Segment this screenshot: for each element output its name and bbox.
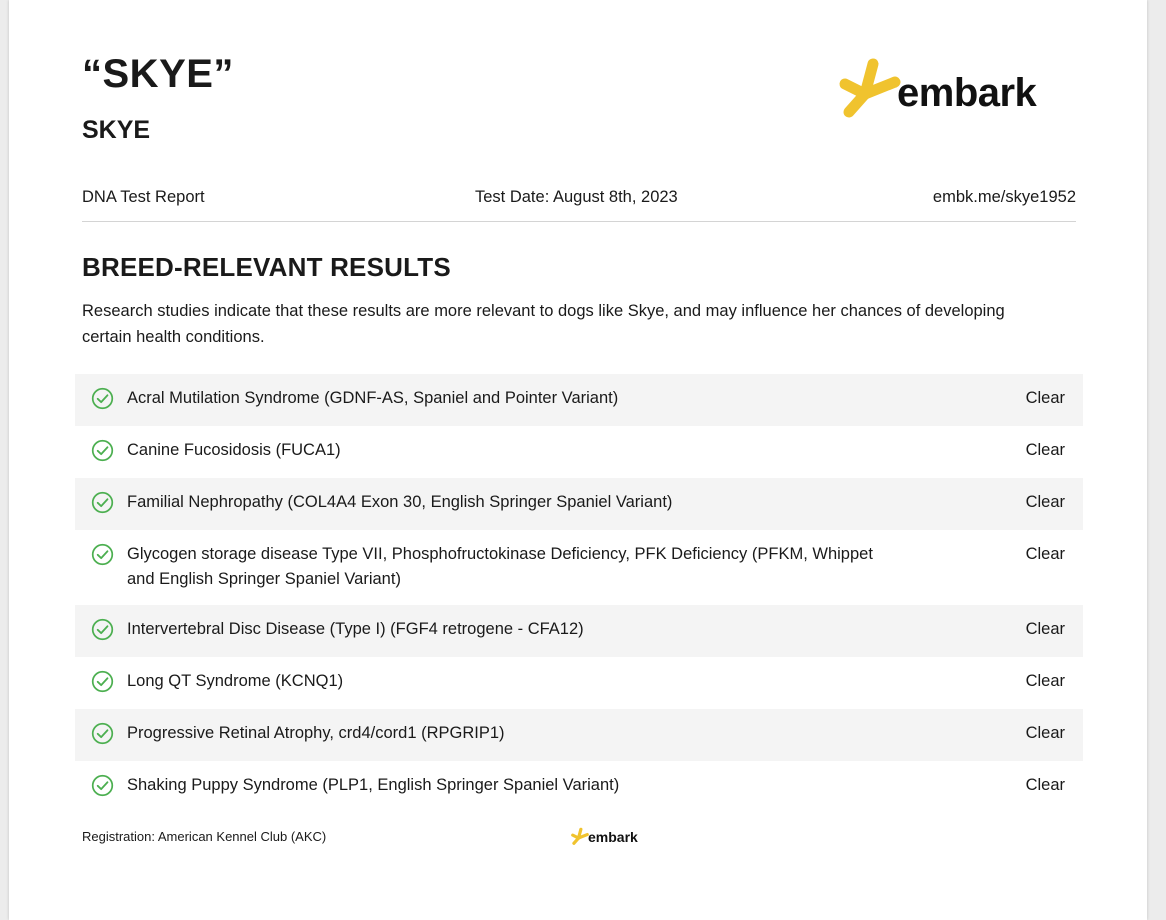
- result-status: Clear: [1025, 493, 1065, 511]
- report-meta-row: [82, 188, 1076, 212]
- profile-link[interactable]: embk.me/skye1952: [932, 188, 1076, 206]
- result-status: Clear: [1025, 441, 1065, 459]
- result-status: Clear: [1025, 724, 1065, 742]
- condition-name: Shaking Puppy Syndrome (PLP1, English Springer Spaniel Variant): [127, 776, 620, 794]
- check-circle-icon: [91, 543, 114, 566]
- report-page: [9, 0, 1147, 920]
- result-status: Clear: [1025, 389, 1065, 407]
- result-row: [75, 530, 1083, 605]
- condition-name: Intervertebral Disc Disease (Type I) (FGF4 retrogene - CFA12): [127, 620, 584, 638]
- check-circle-icon: [91, 439, 114, 462]
- embark-logo-wordmark: embark: [897, 70, 1037, 115]
- result-row: [75, 657, 1083, 709]
- dog-call-name: “SKYE”: [82, 52, 234, 96]
- result-row: [75, 478, 1083, 530]
- check-circle-icon: [91, 722, 114, 745]
- result-row: [75, 374, 1083, 426]
- test-date: Test Date: August 8th, 2023: [475, 188, 678, 206]
- condition-name: Acral Mutilation Syndrome (GDNF-AS, Spaniel and Pointer Variant): [127, 389, 619, 407]
- condition-name: Progressive Retinal Atrophy, crd4/cord1 (RPGRIP1): [127, 724, 505, 742]
- footer-embark-logo-mark-icon: [570, 827, 590, 845]
- result-status: Clear: [1025, 545, 1065, 563]
- section-intro: Research studies indicate that these results are more relevant to dogs like Skye, and may influence her chances of developing certain health conditions.: [82, 302, 1005, 346]
- embark-logo: [837, 56, 1069, 118]
- result-status: Clear: [1025, 672, 1065, 690]
- result-row: [75, 426, 1083, 478]
- result-row: [75, 761, 1083, 813]
- results-list: [75, 374, 1083, 813]
- header-divider: [82, 221, 1076, 222]
- footer-embark-wordmark: embark: [588, 829, 638, 845]
- check-circle-icon: [91, 491, 114, 514]
- result-row: [75, 605, 1083, 657]
- dog-registered-name: SKYE: [82, 116, 151, 144]
- result-status: Clear: [1025, 776, 1065, 794]
- embark-logo-mark-icon: [837, 56, 903, 118]
- registration-info: Registration: American Kennel Club (AKC): [82, 829, 327, 844]
- check-circle-icon: [91, 774, 114, 797]
- section-title: BREED-RELEVANT RESULTS: [82, 252, 451, 282]
- condition-name: Glycogen storage disease Type VII, Phosphofructokinase Deficiency, PFK Deficiency (PFKM, Whippet and English Springer Spaniel Variant): [127, 545, 873, 588]
- footer-embark-logo: [570, 826, 638, 845]
- condition-name: Long QT Syndrome (KCNQ1): [127, 672, 344, 690]
- check-circle-icon: [91, 387, 114, 410]
- result-status: Clear: [1025, 620, 1065, 638]
- result-row: [75, 709, 1083, 761]
- check-circle-icon: [91, 670, 114, 693]
- check-circle-icon: [91, 618, 114, 641]
- report-type: DNA Test Report: [82, 188, 205, 206]
- condition-name: Canine Fucosidosis (FUCA1): [127, 441, 341, 459]
- condition-name: Familial Nephropathy (COL4A4 Exon 30, English Springer Spaniel Variant): [127, 493, 673, 511]
